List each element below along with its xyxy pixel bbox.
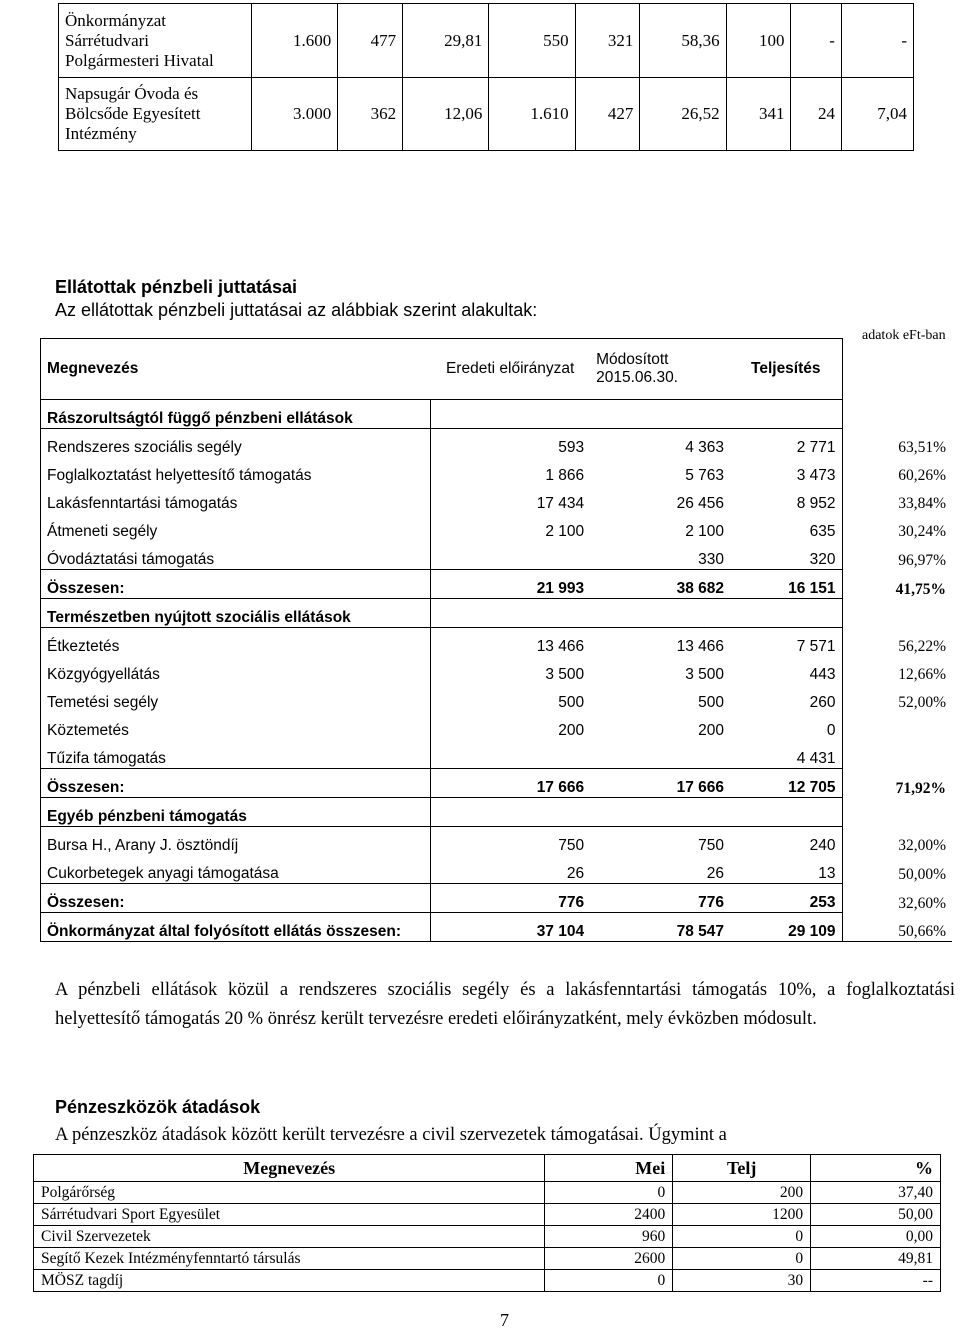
group-title: Egyéb pénzbeni támogatás bbox=[41, 798, 431, 827]
total-mod: 776 bbox=[590, 884, 730, 913]
table-cell: 362 bbox=[338, 78, 403, 151]
table-row bbox=[41, 513, 953, 541]
total-name: Összesen: bbox=[41, 570, 431, 599]
table-cell: 12,06 bbox=[403, 78, 489, 151]
table-cell: 3.000 bbox=[252, 78, 338, 151]
row-mod: 4 363 bbox=[685, 439, 725, 456]
grand-total-act: 29 109 bbox=[730, 913, 842, 942]
grand-total-row bbox=[41, 913, 953, 942]
grand-total-pct: 50,66% bbox=[842, 913, 952, 942]
row-act: 0 bbox=[730, 712, 842, 740]
row-name: Köztemetés bbox=[41, 712, 431, 740]
row-mod: 750 bbox=[698, 837, 725, 854]
table-row bbox=[41, 684, 953, 712]
row-act: 260 bbox=[730, 684, 842, 712]
row-act: 13 bbox=[730, 855, 842, 884]
row-orig: 13 466 bbox=[536, 638, 585, 655]
row-pct: 49,81 bbox=[811, 1248, 941, 1270]
table-cell: 321 bbox=[575, 4, 640, 78]
row-act: 240 bbox=[730, 827, 842, 856]
header-name: Megnevezés bbox=[41, 339, 431, 400]
table-row bbox=[34, 1248, 941, 1270]
row-pct: 33,84% bbox=[898, 495, 946, 512]
grand-total-name: Önkormányzat által folyósított ellátás összesen: bbox=[41, 913, 431, 942]
row-orig: 26 bbox=[566, 865, 585, 882]
table-row bbox=[59, 78, 914, 151]
table-cell: 1.610 bbox=[489, 78, 575, 151]
table-cell: - bbox=[791, 4, 842, 78]
row-name: Bursa H., Arany J. ösztöndíj bbox=[41, 827, 431, 856]
row-name: Civil Szervezetek bbox=[34, 1226, 545, 1248]
total-name: Összesen: bbox=[41, 884, 431, 913]
total-act: 12 705 bbox=[730, 769, 842, 798]
row-orig bbox=[430, 740, 590, 769]
transfers-table bbox=[33, 1154, 941, 1292]
row-name: Sárrétudvari Sport Egyesület bbox=[34, 1204, 545, 1226]
row-mod: 200 bbox=[698, 722, 725, 739]
row-mei: 2600 bbox=[545, 1248, 673, 1270]
row-name: Lakásfenntartási támogatás bbox=[41, 485, 431, 513]
row-name: Tűzifa támogatás bbox=[41, 740, 431, 769]
row-orig: 2 100 bbox=[545, 523, 585, 540]
row-name: Foglalkoztatást helyettesítő támogatás bbox=[41, 457, 431, 485]
row-mod: 26 456 bbox=[676, 495, 725, 512]
group-title: Rászorultságtól függő pénzbeni ellátások bbox=[41, 400, 431, 429]
table-header-row bbox=[34, 1155, 941, 1182]
table-header-row bbox=[41, 339, 953, 400]
table-cell: 24 bbox=[791, 78, 842, 151]
table-row bbox=[59, 4, 914, 78]
grand-total-orig: 37 104 bbox=[430, 913, 590, 942]
row-act: 4 431 bbox=[730, 740, 842, 769]
row-pct: 0,00 bbox=[811, 1226, 941, 1248]
row-pct: -- bbox=[811, 1270, 941, 1292]
group-title-row bbox=[41, 400, 953, 429]
row-pct: 30,24% bbox=[898, 523, 946, 540]
section-text: A pénzeszköz átadások között került tervezésre a civil szervezetek támogatásai. Úgymint a bbox=[55, 1125, 727, 1145]
table-row bbox=[41, 429, 953, 458]
row-mei: 0 bbox=[545, 1270, 673, 1292]
row-orig bbox=[430, 541, 590, 570]
page-number: 7 bbox=[500, 1310, 509, 1330]
row-pct bbox=[842, 712, 952, 740]
group-title-row bbox=[41, 798, 953, 827]
total-orig: 776 bbox=[430, 884, 590, 913]
table-cell: 477 bbox=[338, 4, 403, 78]
table-cell: 427 bbox=[575, 78, 640, 151]
row-act: 3 473 bbox=[730, 457, 842, 485]
institution-name: Napsugár Óvoda és Bölcsőde Egyesített Intézmény bbox=[59, 78, 252, 151]
total-pct: 71,92% bbox=[895, 779, 946, 797]
row-telj: 1200 bbox=[673, 1204, 811, 1226]
header-mei: Mei bbox=[545, 1155, 673, 1182]
row-orig: 593 bbox=[558, 439, 585, 456]
row-name: Rendszeres szociális segély bbox=[41, 429, 431, 458]
row-telj: 0 bbox=[673, 1226, 811, 1248]
section-title: Pénzeszközök átadások bbox=[55, 1097, 261, 1117]
table-row bbox=[41, 628, 953, 657]
table-row bbox=[41, 740, 953, 769]
row-mod: 500 bbox=[698, 694, 725, 711]
table-row bbox=[41, 712, 953, 740]
row-pct: 63,51% bbox=[898, 439, 946, 456]
row-pct: 50,00 bbox=[811, 1204, 941, 1226]
row-name: MÖSZ tagdíj bbox=[34, 1270, 545, 1292]
row-orig: 750 bbox=[558, 837, 585, 854]
total-orig: 21 993 bbox=[430, 570, 590, 599]
table-row bbox=[41, 656, 953, 684]
total-row bbox=[41, 570, 953, 599]
row-telj: 200 bbox=[673, 1182, 811, 1204]
row-mod bbox=[590, 740, 730, 769]
total-act: 253 bbox=[730, 884, 842, 913]
table-row bbox=[41, 485, 953, 513]
table-row bbox=[41, 457, 953, 485]
row-orig: 3 500 bbox=[545, 666, 585, 683]
total-mod: 17 666 bbox=[590, 769, 730, 798]
header-telj: Telj bbox=[673, 1155, 811, 1182]
benefits-table bbox=[40, 338, 952, 942]
total-act: 16 151 bbox=[730, 570, 842, 599]
row-orig: 500 bbox=[558, 694, 585, 711]
header-actual: Teljesítés bbox=[730, 339, 842, 400]
unit-note: adatok eFt-ban bbox=[862, 328, 946, 343]
row-telj: 30 bbox=[673, 1270, 811, 1292]
table-cell: 1.600 bbox=[252, 4, 338, 78]
section-subtitle: Az ellátottak pénzbeli juttatásai az alábbiak szerint alakultak: bbox=[55, 300, 538, 320]
header-pct: % bbox=[811, 1155, 941, 1182]
row-mod: 5 763 bbox=[685, 467, 725, 484]
row-name: Segítő Kezek Intézményfenntartó társulás bbox=[34, 1248, 545, 1270]
row-pct: 50,00% bbox=[898, 865, 946, 883]
total-row bbox=[41, 769, 953, 798]
row-pct: 60,26% bbox=[898, 467, 946, 484]
row-pct: 52,00% bbox=[898, 694, 946, 711]
header-original: Eredeti előirányzat bbox=[430, 339, 590, 400]
row-pct: 12,66% bbox=[898, 666, 946, 683]
row-pct bbox=[842, 740, 952, 769]
row-mod: 3 500 bbox=[685, 666, 725, 683]
header-name: Megnevezés bbox=[34, 1155, 545, 1182]
row-pct: 32,00% bbox=[898, 837, 946, 854]
row-mod: 26 bbox=[706, 865, 725, 882]
row-name: Cukorbetegek anyagi támogatása bbox=[41, 855, 431, 884]
row-name: Átmeneti segély bbox=[41, 513, 431, 541]
row-pct: 96,97% bbox=[898, 551, 946, 569]
table-cell: 29,81 bbox=[403, 4, 489, 78]
section-title: Ellátottak pénzbeli juttatásai bbox=[55, 277, 298, 297]
row-act: 320 bbox=[730, 541, 842, 570]
institution-table bbox=[58, 3, 914, 151]
row-act: 7 571 bbox=[730, 628, 842, 657]
grand-total-mod: 78 547 bbox=[590, 913, 730, 942]
table-row bbox=[34, 1182, 941, 1204]
row-act: 443 bbox=[730, 656, 842, 684]
row-telj: 0 bbox=[673, 1248, 811, 1270]
row-act: 635 bbox=[730, 513, 842, 541]
table-cell: 58,36 bbox=[640, 4, 726, 78]
row-orig: 17 434 bbox=[536, 495, 585, 512]
row-act: 2 771 bbox=[730, 429, 842, 458]
total-pct: 41,75% bbox=[895, 580, 946, 598]
row-mei: 0 bbox=[545, 1182, 673, 1204]
table-cell: 100 bbox=[726, 4, 791, 78]
table-cell: 341 bbox=[726, 78, 791, 151]
total-orig: 17 666 bbox=[430, 769, 590, 798]
total-mod: 38 682 bbox=[590, 570, 730, 599]
row-mei: 960 bbox=[545, 1226, 673, 1248]
table-row bbox=[41, 827, 953, 856]
row-mod: 330 bbox=[698, 551, 725, 568]
institution-name: Önkormányzat Sárrétudvari Polgármesteri Hivatal bbox=[59, 4, 252, 78]
group-title: Természetben nyújtott szociális ellátások bbox=[41, 599, 431, 628]
table-cell: 7,04 bbox=[841, 78, 913, 151]
row-name: Óvodáztatási támogatás bbox=[41, 541, 431, 570]
table-cell: 550 bbox=[489, 4, 575, 78]
total-name: Összesen: bbox=[41, 769, 431, 798]
paragraph: A pénzbeli ellátások közül a rendszeres szociális segély és a lakásfenntartási támogatás 10%, a foglalkoztatási helyettesítő támogatás 20 % önrész került tervezésre eredeti előirányzatként, mely évközben módosult. bbox=[55, 980, 955, 1029]
row-pct: 56,22% bbox=[898, 638, 946, 655]
total-pct: 32,60% bbox=[898, 894, 946, 912]
row-name: Étkeztetés bbox=[41, 628, 431, 657]
header-modified: Módosított 2015.06.30. bbox=[590, 339, 730, 400]
table-cell: 26,52 bbox=[640, 78, 726, 151]
row-mei: 2400 bbox=[545, 1204, 673, 1226]
row-mod: 13 466 bbox=[676, 638, 725, 655]
row-name: Temetési segély bbox=[41, 684, 431, 712]
table-row bbox=[34, 1204, 941, 1226]
row-name: Polgárőrség bbox=[34, 1182, 545, 1204]
row-orig: 200 bbox=[558, 722, 585, 739]
table-row bbox=[41, 855, 953, 884]
table-row bbox=[34, 1226, 941, 1248]
table-cell: - bbox=[841, 4, 913, 78]
group-title-row bbox=[41, 599, 953, 628]
total-row bbox=[41, 884, 953, 913]
table-row bbox=[34, 1270, 941, 1292]
row-pct: 37,40 bbox=[811, 1182, 941, 1204]
row-mod: 2 100 bbox=[685, 523, 725, 540]
table-row bbox=[41, 541, 953, 570]
row-act: 8 952 bbox=[730, 485, 842, 513]
row-orig: 1 866 bbox=[545, 467, 585, 484]
row-name: Közgyógyellátás bbox=[41, 656, 431, 684]
